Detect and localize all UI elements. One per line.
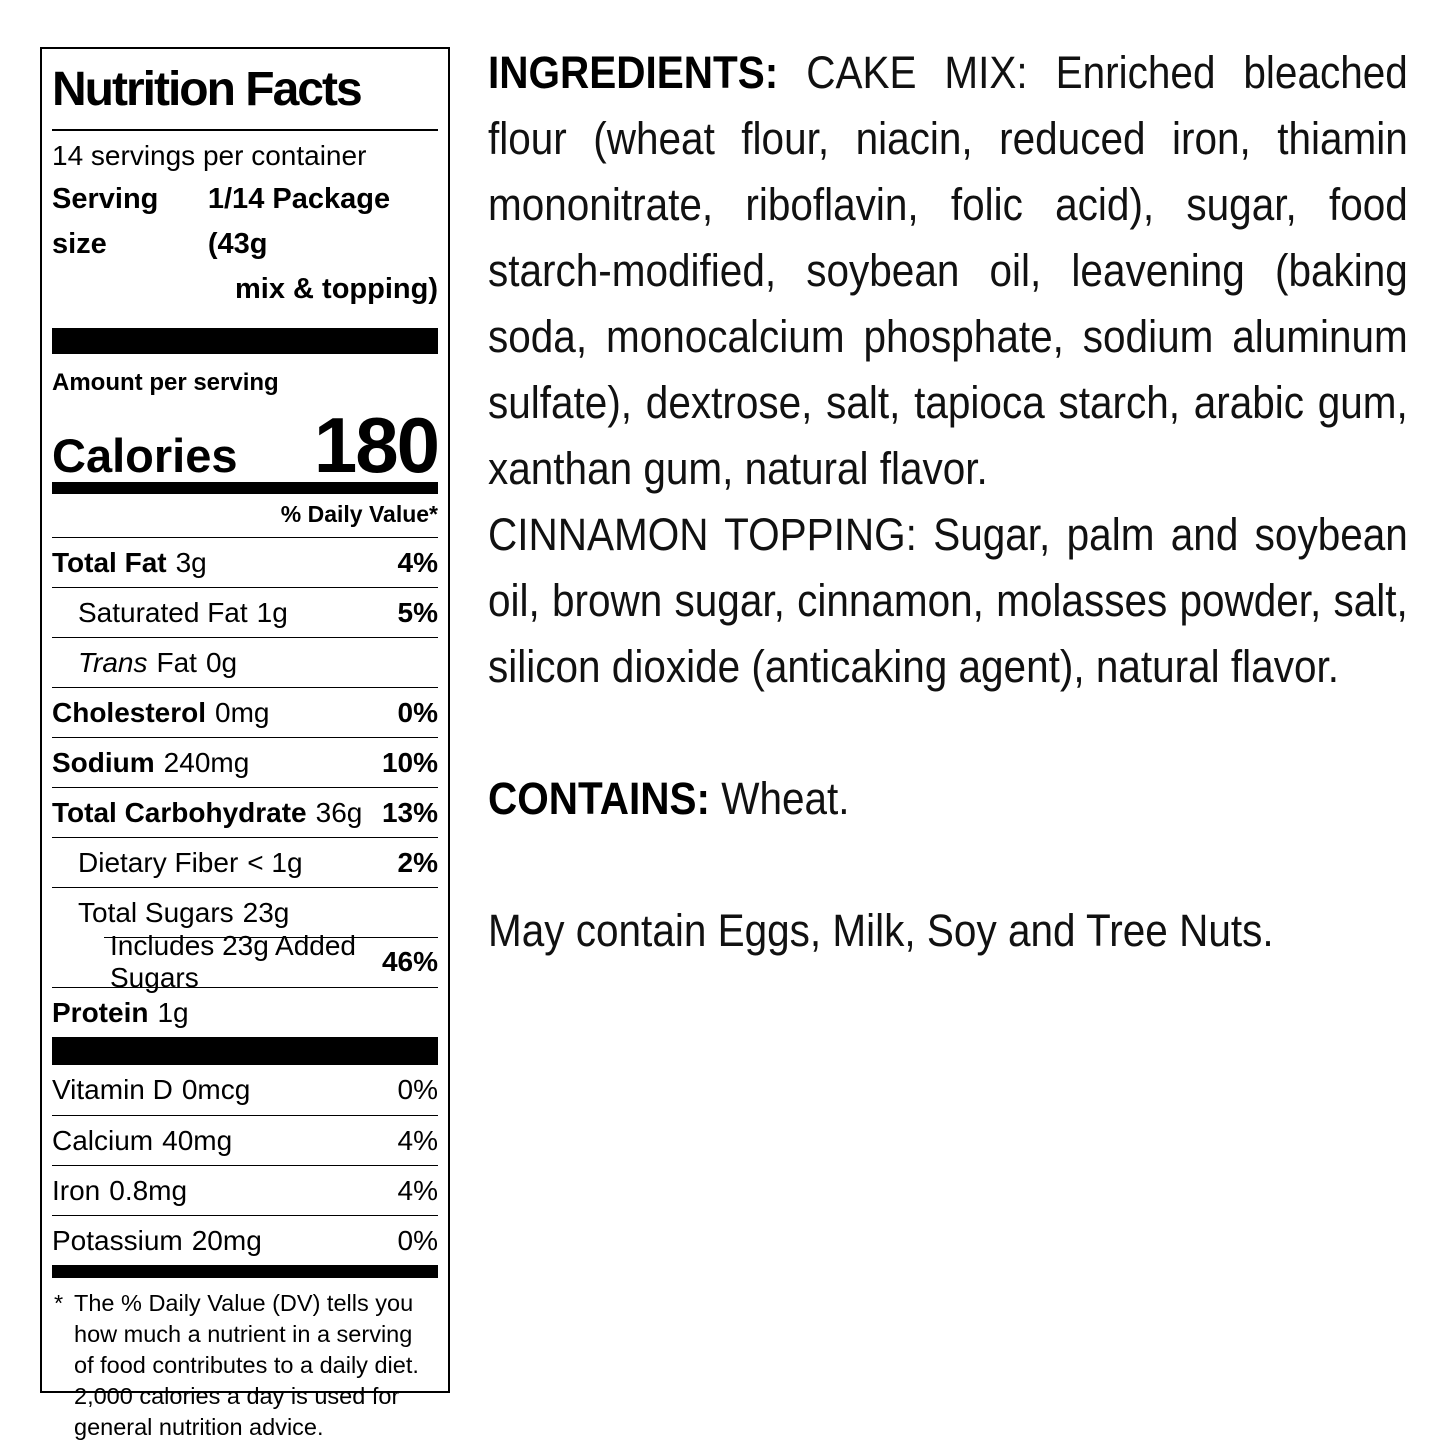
vitamin-row-iron bbox=[52, 1165, 438, 1215]
calories-value: 180 bbox=[313, 401, 438, 489]
divider-bar-thick bbox=[52, 1037, 438, 1065]
nutrient-amount: 0mg bbox=[215, 696, 270, 728]
daily-value-footnote bbox=[52, 1278, 438, 1443]
calories-row bbox=[52, 400, 438, 489]
vitamin-dv: 0% bbox=[397, 1074, 438, 1105]
nutrient-dv: 4% bbox=[397, 546, 438, 578]
nutrient-amount: 36g bbox=[315, 796, 363, 828]
vitamin-amount: 0mcg bbox=[181, 1074, 251, 1105]
nutrient-row-total-fat bbox=[52, 537, 438, 587]
nutrient-name: Total Fat bbox=[52, 546, 167, 578]
nutrient-name: Sodium bbox=[52, 746, 155, 778]
nutrient-row-saturated-fat bbox=[52, 587, 438, 637]
nutrient-name: Dietary Fiber bbox=[78, 846, 239, 878]
nutrition-facts-panel bbox=[40, 47, 450, 1440]
daily-value-header: % Daily Value* bbox=[280, 501, 438, 527]
nutrient-amount: 240mg bbox=[163, 746, 250, 778]
nutrient-name: Protein bbox=[52, 996, 149, 1028]
vitamin-amount: 0.8mg bbox=[109, 1174, 188, 1206]
vitamin-row-calcium bbox=[52, 1115, 438, 1165]
nutrient-name: Total Carbohydrate bbox=[52, 796, 307, 828]
nutrient-name-rest: Fat bbox=[156, 646, 197, 678]
servings-per-container: 14 servings per container bbox=[52, 140, 367, 171]
nutrient-amount: 3g bbox=[175, 546, 207, 578]
nutrient-amount: 1g bbox=[157, 996, 189, 1028]
nutrient-name-italic: Trans bbox=[78, 646, 148, 678]
may-contain-statement: May contain Eggs, Milk, Soy and Tree Nuts. bbox=[488, 905, 1274, 956]
topping-paragraph: CINNAMON TOPPING: Sugar, palm and soybean oil, brown sugar, cinnamon, molasses powder, salt, silicon dioxide (anticaking agent), natural flavor. bbox=[488, 509, 1408, 692]
nutrient-row-protein bbox=[52, 987, 438, 1037]
serving-size-value-line1: 1/14 Package (43g bbox=[207, 183, 391, 260]
amount-per-serving-label: Amount per serving bbox=[52, 369, 279, 396]
nutrient-row-cholesterol bbox=[52, 687, 438, 737]
contains-value: Wheat. bbox=[709, 773, 850, 824]
vitamin-name: Calcium bbox=[52, 1124, 154, 1156]
footnote-asterisk: * bbox=[54, 1290, 64, 1316]
nutrient-amount: 1g bbox=[256, 596, 288, 628]
vitamin-name: Potassium bbox=[52, 1224, 183, 1256]
contains-statement bbox=[488, 766, 1408, 832]
vitamin-row-potassium bbox=[52, 1215, 438, 1265]
ingredients-column bbox=[488, 40, 1408, 964]
vitamin-amount: 20mg bbox=[191, 1224, 262, 1256]
nutrient-name: Includes 23g Added Sugars bbox=[110, 930, 356, 993]
contains-label: CONTAINS: bbox=[488, 773, 710, 824]
ingredients-text: CAKE MIX: Enriched bleached flour (wheat flour, niacin, reduced iron, thiamin mononitrate, riboflavin, folic acid), sugar, food starch-modified, soybean oil, leavening (baking soda, monocalcium phosphate, sodium aluminum sulfate), dextrose, salt, tapioca starch, arabic gum, xanthan gum, natural flavor. bbox=[488, 47, 1408, 494]
nutrient-amount: 0g bbox=[205, 646, 238, 678]
vitamin-name: Iron bbox=[52, 1174, 101, 1206]
calories-label: Calories bbox=[52, 429, 238, 482]
nutrient-row-total-carbohydrate bbox=[52, 787, 438, 837]
footnote-text: The % Daily Value (DV) tells you how much a nutrient in a serving of food contributes to a daily diet. 2,000 calories a day is used for general nutrition advice. bbox=[74, 1290, 419, 1440]
nutrient-row-added-sugars bbox=[52, 930, 438, 993]
nutrient-row-dietary-fiber bbox=[52, 837, 438, 887]
nutrient-name: Cholesterol bbox=[52, 696, 207, 728]
ingredients-label: INGREDIENTS: bbox=[488, 47, 779, 98]
vitamin-dv: 4% bbox=[397, 1174, 438, 1206]
divider-bar-thick bbox=[52, 328, 438, 354]
nutrient-dv: 13% bbox=[381, 796, 438, 828]
serving-size-value-line2: mix & topping) bbox=[235, 273, 438, 305]
vitamin-row-vitamin-d bbox=[52, 1065, 438, 1115]
ingredients-paragraph bbox=[488, 40, 1408, 502]
nutrient-dv: 46% bbox=[381, 946, 438, 977]
vitamin-amount: 40mg bbox=[162, 1124, 233, 1156]
nutrient-row-sodium bbox=[52, 737, 438, 787]
nutrient-row-trans-fat bbox=[52, 637, 438, 687]
vitamin-dv: 4% bbox=[397, 1124, 438, 1156]
nutrient-dv: 0% bbox=[397, 696, 438, 728]
nutrient-dv: 2% bbox=[397, 846, 438, 878]
divider-bar-bottom bbox=[52, 1265, 438, 1278]
nutrient-dv: 5% bbox=[397, 596, 438, 628]
serving-size-row bbox=[52, 177, 438, 267]
nutrient-amount: 23g bbox=[242, 896, 290, 928]
vitamin-name: Vitamin D bbox=[52, 1074, 173, 1105]
nutrient-name: Saturated Fat bbox=[78, 596, 248, 628]
serving-size-label: Serving size bbox=[52, 183, 159, 260]
nutrient-amount: < 1g bbox=[247, 846, 303, 878]
vitamin-dv: 0% bbox=[397, 1224, 438, 1256]
nutrient-dv: 10% bbox=[381, 746, 438, 778]
panel-title: Nutrition Facts bbox=[52, 55, 438, 131]
nutrient-name: Total Sugars bbox=[78, 896, 234, 928]
